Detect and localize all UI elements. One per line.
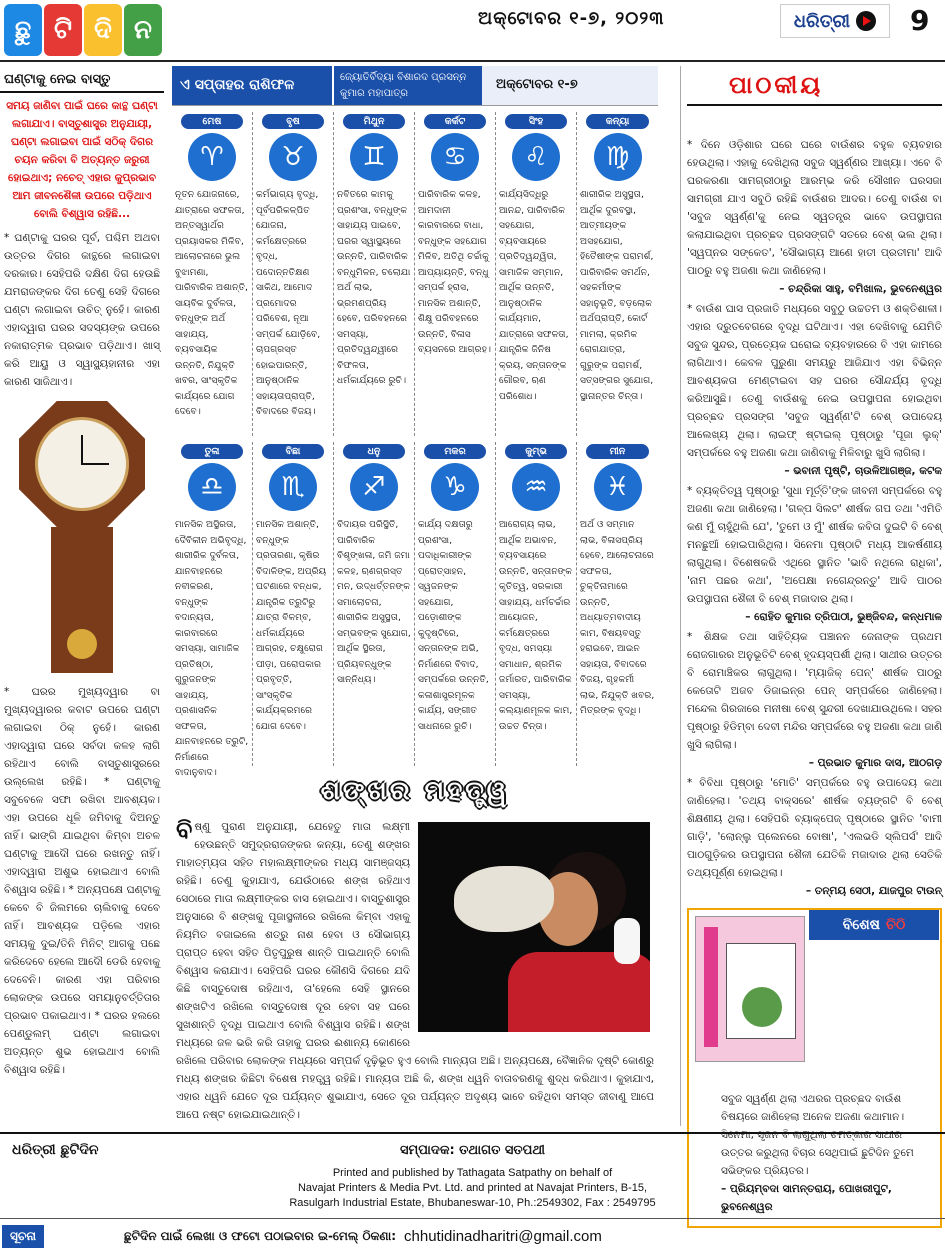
sign-taurus [253, 112, 334, 436]
sagittarius-icon: ♐ [350, 463, 398, 511]
pathakiya-column [680, 66, 942, 1213]
contact-label: ଛୁଟିଦିନ ପାଇଁ ଲେଖା ଓ ଫଟୋ ପଠାଇବାର ଇ-ମେଲ୍ ଠିକଣା: [124, 1229, 397, 1243]
sign-name: କୁମ୍ଭ [505, 444, 567, 459]
horoscope-title: ଏ ସପ୍ତାହର ରାଶିଫଳ [172, 66, 332, 105]
bamboo-plant-icon [742, 987, 782, 1027]
vastu-paragraph: * ଘଣ୍ଟାକୁ ଘରର ପୂର୍ବ, ପଶ୍ଚିମ ଅଥବା ଉତ୍ତର ଦିଗର କାନ୍ଥରେ ଲଗାଇବା ଦରକାର। ସେହିପରି ଦକ୍ଷିଣ ଦିଗ ହେଉଛି ଯମରାଜଙ୍କର ଦିଗ ତେଣୁ ସେହି ଦିଗରେ ଘଣ୍ଟା ଲଗାଇବା ଉଚିତ୍ ନୁହେଁ। କାରଣ ଏହାଦ୍ୱାରା ଘରର ସଦସ୍ୟଙ୍କ ଉପରେ ନକାରାତ୍ମକ ପ୍ରଭାବ ପଡ଼ିଥାଏ। ଖାସ୍ କରି ଆୟୁ ଓ ସ୍ୱାସ୍ଥ୍ୟହାନୀର ଏହା କାରଣ ସାଜିଥାଏ। [4, 232, 160, 388]
magazine-cover-thumbnail [695, 916, 805, 1062]
sign-aries [172, 112, 253, 436]
sign-pisces [577, 442, 658, 766]
conch-blowing-photo [418, 822, 650, 1032]
cover-strip [704, 927, 718, 1047]
sign-name: ବିଛା [262, 444, 324, 459]
aquarius-icon: ♒ [512, 463, 560, 511]
clock-hand [81, 463, 109, 465]
vastu-title: ଘଣ୍ଟାକୁ ନେଇ ବାସ୍ତୁ [0, 66, 164, 93]
sign-scorpio [253, 442, 334, 766]
page-number: 9 [910, 4, 930, 37]
clock-hand [81, 435, 83, 465]
shankha-title: ଶଙ୍ଖର ମହତ୍ତ୍ୱ [320, 775, 510, 806]
sign-name: କନ୍ୟା [586, 114, 649, 129]
shankha-body [172, 816, 658, 1126]
contact-email-link[interactable]: chhutidinadharitri@gmail.com [404, 1228, 602, 1245]
drop-cap: ବି [176, 816, 193, 844]
special-label: ବିଶେଷ [842, 917, 880, 933]
issue-date: ଅକ୍ଟୋବର ୧-୭, ୨୦୨୩ [478, 8, 665, 29]
wall-clock-image [15, 401, 149, 673]
special-signature: – ପ୍ରିୟମ୍ବଦା ସାମନ୍ତରାୟ, ପୋଖରୀପୁଟ, ଭୁବନେଶ୍ୱର [721, 1183, 892, 1213]
special-header [809, 910, 939, 940]
imprint-line: Rasulgarh Industrial Estate, Bhubaneswar-10, Ph.:2549302, Fax : 2549795 [289, 1197, 656, 1209]
sign-text: ଅର୍ଥ ଓ ସମ୍ମାନ ଲାଭ, ବିଳାସପ୍ରିୟ ହେବେ, ଆଲୋଚନାରେ ସଫଳତା, ଚୁକ୍ତିନାମାରେ ଉନ୍ନତି, ଅଧ୍ୟାତ୍ମବାଦୀୟ କାମ, ବିଷୟବସ୍ତୁ ହରାଇବେ, ଆଇନ ସହାୟତା, ବିବାଦରେ ବିଜୟ, ଗୃହକର୍ମୀ ଲାଭ, ନିଯୁକ୍ତି ଖବର, ମିତ୍ରଙ୍କ ବୃଦ୍ଧି। [580, 519, 655, 716]
letter-text: * ଦିନେ ଓଡ଼ିଶାର ଘରେ ଘରେ ବାଉଁଶର ବହୁଳ ବ୍ୟବହାର ହେଉଥିଲା। ଏହାକୁ ଦେଖିଥିଲା ସବୁଜ ସ୍ୱର୍ଣ୍ଣର ଆଖ୍ୟା। ଏବେ ବି ଘରକରଣା ସାମଗ୍ରୀଠାରୁ ଆରମ୍ଭ କରି ସୌଖୀନ ଘରସଜା ସାମଗ୍ରୀ ଯାଏ ସବୁଠି ରହିଛି ବାଉଁଶର ଆଦର। ତେଣୁ ବାଉଁଶ ବା 'ସବୁଜ ସ୍ୱର୍ଣ୍ଣ'କୁ ନେଇ ସ୍ୱତନ୍ତ୍ର ଭାବେ ଉପସ୍ଥାପନା କଲାଯାଇଥିବା ପ୍ରଚ୍ଛଦ ପ୍ରସଙ୍ଗଟି ସତରେ ବେଶ୍ ଭଲ ଥିଲା। 'ସ୍ୱପ୍ନର ସଙ୍କେତ', 'ସୌଭାଗ୍ୟ ଆଣେ ହାତୀ ପ୍ରତୀମା' ଆଦି ପାଠରୁ ବହୁ ଅଜଣା କଥା ଜାଣିହେଲା। [687, 139, 942, 277]
sign-text: ମାନସିକ ଅସ୍ଥିରତା, ଦୈବିକୀନ ଅଭିବୃଦ୍ଧି, ଶାରୀରିକ ଦୁର୍ବଳତା, ଯାନବାହନରେ ନବୀକରଣ, ବନ୍ଧୁଙ୍କ ବଦାନ୍ୟତା, କାରବାରରେ ସମସ୍ୟା, ସାମାଜିକ ପ୍ରତିଷ୍ଠା, ଗୁରୁଜନଙ୍କ ସାହାଯ୍ୟ, ପ୍ରଶାସନିକ ସଫଳତା, ଯାନବାହନରେ ତ୍ରୁଟି, ନିର୍ମାଣରେ ବାଦାନୁବାଦ। [175, 519, 249, 778]
scorpio-icon: ♏ [269, 463, 317, 511]
letter [687, 628, 942, 772]
letter-signature: – ଭବାନୀ ପୃଷ୍ଟି, ଚାଉଳିଆଗଞ୍ଜ, କଟକ [784, 465, 942, 477]
brand-tile: ଛୁ [4, 4, 42, 56]
header-divider [0, 60, 945, 62]
horoscope-date: ଅକ୍ଟୋବର ୧-୭ [482, 66, 658, 105]
cancer-icon: ♋ [431, 133, 479, 181]
masthead [0, 0, 945, 62]
gemini-icon: ♊ [350, 133, 398, 181]
letter-text: * ଶିକ୍ଷକ ତଥା ସାହିତ୍ୟିକ ପଞ୍ଚାନନ ଜେନାଙ୍କ ପ୍ରଥମ ରୋଜଗାରର ଅନୁଭୂତିଟି ବେଶ୍ ହୃଦୟସ୍ପର୍ଶୀ ଥିଲା। ସାଥୀର ଉତ୍ତର ବି ରୋମାଞ୍ଚିକର ଲାଗୁଥିଲା। 'ମ୍ୟାଜିକ୍ ପେନ୍' ଶୀର୍ଷକ ପାଠରୁ କେତୋଟି ଅଜବ ଡିଜାଇନ୍‌ର ପେନ୍ ସମ୍ପର୍କରେ ଜାଣିହେଲା। ମନ୍ଦେଲ ଗିରଜାରେ ମନୀଷା ବେଶ୍ ସୁନ୍ଦରୀ ଦେଖାଯାଉଥିଲେ। ସହର ପୃଷ୍ଠାରୁ ହିଡିମ୍ବା ଦେବୀ ମନ୍ଦିର ସମ୍ପର୍କରେ ବହୁ ଅଜଣା କଥା ଜାଣି ଖୁସି ଲାଗିଲା। [687, 631, 942, 751]
sign-sagittarius [334, 442, 415, 766]
sign-text: ପାରିବାରିକ କଳହ, ଆମଦାନୀ କାରବାରରେ ବାଧା, ବନ୍ଧୁଙ୍କ ସହଯୋଗ ମିଳିବ, ଅତିଥି ଚର୍ଚ୍ଚାକୁ ଆପ୍ୟାୟନ୍ତି, ବନ୍ଧୁ ସମ୍ପର୍କ ହ୍ରାସ, ମାନସିକ ଅଶାନ୍ତି, ଶିକ୍ଷୁ ପରିବହନରେ ଉନ୍ନତି, ବିଳାସ ବ୍ୟସନରେ ଆଗ୍ରହ। [418, 189, 492, 355]
leo-icon: ♌ [512, 133, 560, 181]
sign-name: ସିଂହ [505, 114, 567, 129]
horoscope-header [172, 66, 658, 106]
photo-sari [508, 952, 650, 1032]
sign-name: ଧନୁ [343, 444, 405, 459]
letter [687, 482, 942, 626]
horoscope-byline: ଜ୍ୟୋତିର୍ବିଦ୍ୟା ବିଶାରଦ ପ୍ରସନ୍ନ କୁମାର ମହାପାତ୍ର [332, 66, 482, 105]
sign-text: କାର୍ଯ୍ୟସିଦ୍ଧିରୁ ଆନନ୍ଦ, ପାରିବାରିକ ସହଯୋଗ, ବ୍ୟବସାୟରେ ପ୍ରତିଦ୍ୱନ୍ଦ୍ୱିତା, ସାମାଜିକ ସମ୍ମାନ, ଆର୍ଥିକ ଉନ୍ନତି, ଆନୁଷ୍ଠାନିକ କାର୍ଯ୍ୟମାନ, ଯାତ୍ରାରେ ସଫଳତା, ଯାନ୍ତ୍ରିକ ଜିନିଷ କ୍ରୟ, ସନ୍ତାନଙ୍କ ଗୌରବ, ଋଣ ପରିଶୋଧ। [499, 189, 569, 402]
sign-row [172, 112, 658, 436]
sign-row [172, 442, 658, 778]
sign-text: ବିଦାୟର ପରିସ୍ଥିତି, ପାରିବାରିକ ବିଶୃଙ୍ଖଳା, ଜମି ଜମା କଳହ, ଋଣଗ୍ରସ୍ତ ମନ, ଉଦ୍ଧର୍ତ୍ତନଙ୍କ ସମାଲୋଚନା, ଶାରୀରିକ ଅସୁସ୍ଥତା, ସମ୍ଭବଙ୍କ ସୁଯୋଗ, ଆର୍ଥିକ ସ୍ଥିରତା, ପ୍ରିୟବନ୍ଧୁଙ୍କ ସାନ୍ନିଧ୍ୟ। [337, 519, 411, 685]
brand-tile: ଟି [44, 4, 82, 56]
libra-icon: ♎ [188, 463, 236, 511]
letter-text: * ବ୍ୟକ୍ତିତ୍ୱ ପୃଷ୍ଠାରୁ 'ସୁଧା ମୂର୍ତ୍ତି'ଙ୍କ ଜୀବନୀ ସମ୍ପର୍କରେ ବହୁ ଅଜଣା କଥା ଜାଣିହେଲା। 'ଗଳ୍ପ ସିଲଟ' ଶୀର୍ଷକ ଗପ ତଥା 'ଏମିତି କଣ ମୁଁ ଚାହୁଁଥିଲି ଯେ', 'ତୁମେ ଓ ମୁଁ' ଶୀର୍ଷକ କବିତା ଦୁଇଟି ବି ବେଶ୍ ମନଛୁଆଁ ହୋଇପାରିଥିଲା। ସିନେମା ପୃଷ୍ଠାଟି ମଧ୍ୟ ଆକର୍ଷଣୀୟ ଲାଗୁଥିଲା। ବିଶେଷକରି ଏଥିରେ ସ୍ଥାନିତ 'ଭାବି ନଥିଲେ ରାଧିକା', 'ନାମ ପଛର କଥା', 'ଅପେକ୍ଷା ନଗେନ୍ଦ୍ରନ୍ତୁ' ଆଦି ପାଠର ଉପସ୍ଥାପନା ଶୈଳୀ ବି ବେଶ୍ ମଜାଦାର ଥିଲା। [687, 485, 942, 605]
sign-cancer [415, 112, 496, 436]
taurus-icon: ♉ [269, 133, 317, 181]
capricorn-icon: ♑ [431, 463, 479, 511]
photo-flower [614, 918, 640, 964]
special-tip: ଚିଠି [886, 917, 906, 933]
sign-name: ମେଷ [181, 114, 243, 129]
clock-pendulum-bob [67, 629, 97, 659]
footer [0, 1132, 945, 1258]
footer-top [0, 1132, 945, 1166]
sign-leo [496, 112, 577, 436]
sign-text: ନୂତନ ଯୋଜନାରେ, ଯାତ୍ରାରେ ସଫଳତା, ଅନ୍ତସ୍ୱାର୍ଥର ପ୍ରୟାସକର ମିଳିବ, ଆଲୋଚନାରେ ଭୁଲ ବୁଝାମଣା, ପାରିବାରିକ ଅଶାନ୍ତି, ସାୟବିକ ଦୁର୍ବଳତା, ବନ୍ଧୁଙ୍କ ଅର୍ଥ ସାହାଯ୍ୟ, ବ୍ୟବସାୟିକ ଉନ୍ନତି, ନିଯୁକ୍ତି ଖବର, ସାଂସ୍କୃତିକ କାର୍ଯ୍ୟରେ ଯୋଗ ଦେବେ। [175, 189, 248, 417]
conch-shell [454, 866, 554, 932]
paper-logo [780, 4, 890, 38]
sign-text: ମାନସିକ ଅଶାନ୍ତି, ବନ୍ଧୁଙ୍କ ପ୍ରତାରଣା, କୃଷିର ବିଦାଳିଙ୍କ, ଅପ୍ରିୟ ଘଟଣାରେ ବନ୍ଧକ, ଯାନ୍ତ୍ରିକ ତ୍ରୁଟିରୁ ଯାତ୍ରା ବିଳମ୍ବ, ଧର୍ମକାର୍ଯ୍ୟରେ ଆଗ୍ରହ, ଚକ୍ଷୁରୋଗ ପୀଡ଼ା, ପରୋପକାର ପ୍ରବୃତ୍ତି, ସାଂସ୍କୃତିକ କାର୍ଯ୍ୟକ୍ରମରେ ଯୋଗ ଦେବେ। [256, 519, 327, 732]
letter [687, 774, 942, 900]
vastu-paragraph: * ଘରର ମୁଖ୍ୟଦ୍ୱାର ବା ମୁଖ୍ୟଦ୍ୱାରର କବାଟ ଉପରେ ଘଣ୍ଟା ଲଗାଇବା ଠିକ୍ ନୁହେଁ। କାରଣ ଏହାଦ୍ୱାରା ଘରେ ସର୍ବଦା କଳହ ଲାଗି ରହିଥାଏ ବୋଲି ବାସ୍ତୁଶାସ୍ତ୍ରରେ ଉଲ୍ଲେଖ ରହିଛି। * ଘଣ୍ଟାକୁ ସବୁବେଳେ ସଫା ରଖିବା ଆବଶ୍ୟକ। ଏହା ଉପରେ ଧୂଳି ଜମିବାକୁ ଦିଅନ୍ତୁ ନାହିଁ। ଭାଙ୍ଗି ଯାଇଥିବା କିମ୍ବା ଅଚଳ ଘଣ୍ଟାକୁ ଆଦୌ ଘରେ ରଖନ୍ତୁ ନାହିଁ। ଏହାଦ୍ୱାରା ଅଶୁଭ ହୋଇଥାଏ ବୋଲି ବିଶ୍ୱାସ ରହିଛି। * ଅନ୍ୟପକ୍ଷେ ଘଣ୍ଟାକୁ କେବେ ବି ଜିଲମରେ ଚାଲିବାକୁ ଦେବେ ନାହିଁ। ଆବଶ୍ୟକ ପଡ଼ିଲେ ଏହାର ସମୟକୁ ଦୁଇ/ତିନି ମିନିଟ୍ ଆଗକୁ ପଛେ କରିଦେବେ ହେଲେ ଆଦୌ ଡେରି ହେବାକୁ ଦେବେନି। କାରଣ ଏହା ପରିବାର ଲୋକଙ୍କ ଉପରେ ସମୟାନୁବର୍ତ୍ତିତାର ପ୍ରଭାବ ପକାଇଥାଏ। * ଘରର ହଲରେ ପେଣ୍ଡୁଲମ୍ ଘଣ୍ଟା ଲଗାଇବା ଅତ୍ୟନ୍ତ ଶୁଭ ହୋଇଥାଏ ବୋଲି ବିଶ୍ୱାସ ରହିଛି। [4, 686, 160, 1076]
virgo-icon: ♍ [594, 133, 642, 181]
sign-aquarius [496, 442, 577, 766]
sign-name: ମକର [424, 444, 486, 459]
letter-signature: – ରୋହିତ କୁମାର ତ୍ରିପାଠୀ, ଭୁଞ୍ଜିବନ୍ଦ, କନ୍ଧମାଳ [745, 611, 942, 623]
letter [687, 136, 942, 298]
brand-tile: ଦି [84, 4, 122, 56]
sign-name: ମୀନ [586, 444, 649, 459]
sign-text: କର୍ମଭାଗ୍ୟ ବୃଦ୍ଧି, ପୂର୍ବପରିକଳ୍ପିତ ଯୋଜନା, କର୍ମକ୍ଷେତ୍ରରେ ବୃଦ୍ଧ, ପଦୋନ୍ନତିକ୍ଷଣ ସାକିଥ, ଆମୋଦ ପ୍ରମୋଦର ପରିବେଶ, ନୂଆ ସମ୍ପର୍କ ଯୋଡ଼ିବେ, ଚାପଗ୍ରସ୍ତ ହୋଇପାରନ୍ତି, ଆନୁଷ୍ଠାନିକ ସହାୟତାପ୍ରାପ୍ତି, ବିବାଦରେ ବିଜୟ। [256, 189, 321, 417]
imprint-line: Navajat Printers & Media Pvt. Ltd. and printed at Navajat Printers, B-15, [297, 1182, 648, 1194]
aries-icon: ♈ [188, 133, 236, 181]
letters-list [687, 106, 942, 900]
sign-name: ତୁଳା [181, 444, 243, 459]
shankha-article [172, 766, 658, 1126]
sign-name: ବୃଷ [262, 114, 324, 129]
letter [687, 300, 942, 480]
footer-editor: ସମ୍ପାଦକ: ତଥାଗତ ସତପଥୀ [400, 1142, 545, 1158]
letter-text: * ବାଉଁଶ ଘାସ ପ୍ରଜାତି ମଧ୍ୟରେ ସବୁଠୁ ଉଚ୍ଚତମ ଓ ଶକ୍ତିଶାଳୀ। ଏହାର ଦ୍ରୁତବେଗରେ ବୃଦ୍ଧି ଘଟିଥାଏ। ଏହା ଦେଖିବାକୁ ଯେମିତି ସବୁଜ ସୁନ୍ଦର, ପ୍ରତ୍ୟେକ ଘରୋଇ ବ୍ୟବହାରରେ ବି ଏହା କାମରେ ଲାଗିଥାଏ। କେବଳ ପୁରୁଣା ସମୟରୁ ଆଜିଯାଏ ଏହା ବିଭିନ୍ନ ଆବଶ୍ୟକତା ମେଣ୍ଟାଇବା ସହ ଘରର ସୌନ୍ଦର୍ଯ୍ୟ ବୃଦ୍ଧି କରିଆସୁଛି। ତେଣୁ ବାଉଁଶକୁ ନେଇ ଉପସ୍ଥାପନା ହୋଇଥିବା ପ୍ରଚ୍ଛଦ ପ୍ରସଙ୍ଗ 'ସବୁଜ ସ୍ୱର୍ଣ୍ଣ'ଟି ବେଶ୍ ଉପାଦେୟ ଆଲେଖ୍ୟ ଥିଲା। ଲାଇଫ୍ ଷ୍ଟାଇଲ୍ ପୃଷ୍ଠାରୁ 'ପୂଜା ଲୁକ୍' ସମ୍ପର୍କରେ ବହୁ ଅଜଣା କଥା ଜାଣିବାକୁ ମିଳିବାରୁ ଖୁସି ଲାଗିଲା। [687, 303, 942, 459]
special-poem: ସବୁଜ ସ୍ୱର୍ଣ୍ଣ ଥିଲା ଏଥରର ପ୍ରଚ୍ଛଦ ବାଉଁଶ ବିଷୟରେ ଜାଣିହେଲା ଅନେକ ଅଜଣା କଥାମାନ। ସିନେମା, ସୃଜନ ବି ଲାଗୁଥିଲା ଚମତ୍କାର ସାଥୀର ଉତ୍ତର କରୁଥିଲା ବିଚାର ସେଥିପାଇଁ ଛୁଟିଦିନ ତୁମେ ସଭିଙ୍କର ପ୍ରିୟତର। [721, 1093, 914, 1177]
vastu-column [0, 66, 164, 1126]
play-icon [856, 11, 876, 31]
sign-gemini [334, 112, 415, 436]
pathakiya-title: ପାଠକୀୟ [687, 66, 942, 106]
sign-text: କାର୍ଯ୍ୟ ଦକ୍ଷତାରୁ ପ୍ରଶଂସା, ପଦାଧିକାରୀଙ୍କ ପ୍ରୋତ୍ସାହନ, ସ୍ୱଜନଙ୍କ ସହଯୋଗ, ପଡ଼ୋଶୀଙ୍କ କୁଦୃଷ୍ଟିରେ, ସନ୍ତାନଙ୍କ ଅଭି, ନିର୍ମାଣରେ ବିବାଦ, ସମ୍ପର୍କରେ ଉନ୍ନତି, କଳାଶାସ୍ତ୍ରମୂଳକ କାର୍ଯ୍ୟ, ସଙ୍ଗୀତ ସାଧନାରେ ରୁଚି। [418, 519, 489, 732]
sign-libra [172, 442, 253, 778]
sign-capricorn [415, 442, 496, 766]
pisces-icon: ♓ [594, 463, 642, 511]
horoscope-section [172, 66, 658, 778]
sign-text: ଶାରୀରିକ ଅସୁସ୍ଥତା, ଆର୍ଥିକ ଦୁରବସ୍ଥା, ଆତ୍ମୀୟଙ୍କ ଅସହଯୋଗ, ହିତୈଷୀଙ୍କ ପରାମର୍ଶ, ପାରିବାରିକ ସମର୍ଥନ, ସହକର୍ମୀଙ୍କ ସହାନୁଭୂତି, ବଡ଼ଲୋକ ଅର୍ଥପ୍ରାପ୍ତି, କୋର୍ଟ ମାମଲା, କ୍ରମିକ ରୋଗଯାତ୍ରା, ଗୁରୁଙ୍କ ପରାମର୍ଶ, ସତ୍‌ସଙ୍ଗର ସୁଯୋଗ, ସ୍ଥାନାନ୍ତର ଚିନ୍ତା। [580, 189, 654, 402]
imprint-line: Printed and published by Tathagata Satpathy on behalf of [332, 1167, 613, 1179]
letter-signature: – ଚନ୍ଦ୍ରିକା ସାହୁ, ବମିଖାଲ, ଭୁବନେଶ୍ୱର [779, 283, 942, 295]
sign-text: ଆରୋଗ୍ୟ ଲାଭ, ଆର୍ଥିକ ଅଭାବନ, ବ୍ୟବସାୟରେ ଉନ୍ନତି, ସନ୍ତାନଙ୍କ କୃତିତ୍ୱ, ସରକାରୀ ସାହାଯ୍ୟ, ଧର୍ମଚର୍ଚ୍ଚାର ଆୟୋଜନ, କର୍ମକ୍ଷେତ୍ରରେ ବୃଦ୍ଧ, ସମସ୍ୟା ସମାଧାନ, ଶ୍ରମିକ ଜର୍ମାରତ, ପାରିବାରିକ ସମସ୍ୟା, କଲ୍ୟାଣମୂଳକ କାମ, ଉଚ୍ଚତ ଚିନ୍ତା। [499, 519, 573, 732]
footer-brand: ଧରିତ୍ରୀ ଛୁଟିଦିନ [12, 1142, 99, 1158]
sign-virgo [577, 112, 658, 436]
brand-logo [4, 4, 162, 56]
shankha-paragraph: ଲୋକଙ୍କ ମଧ୍ୟରେ ସମ୍ପର୍କ ଦୃଢ଼ିଭୂତ ହୁଏ ବୋଲି ମାନ୍ୟତା ଅଛି। ଅନ୍ୟପକ୍ଷେ, ବୈଜ୍ଞାନିକ ଦୃଷ୍ଟି କୋଣରୁ ମଧ୍ୟ ଶଙ୍ଖର କିଛିଟା ବିଶେଷ ମହତ୍ତ୍ୱ ରହିଛି। ମାନ୍ୟତା ଅଛି କି, ଶଙ୍ଖ ଧ୍ୱନି ବାତାବରଣକୁ ଶୁଦ୍ଧ କରିଥାଏ। କୁହାଯାଏ, ଏହାର ଧ୍ୱନି ଯେତେ ଦୂର ପର୍ଯ୍ୟନ୍ତ ଶୁଭାଯାଏ, ସେତେ ଦୂର ପର୍ଯ୍ୟନ୍ତ ଅଦୃଶ୍ୟ ଭାବେ ରହିଥିବା ସମସ୍ତ ଜୀବାଣୁ ଆପେ ଆପେ ନଷ୍ଟ ହୋଇଯାଇଥାନ୍ତି। [176, 1055, 654, 1121]
brand-tile: ନ [124, 4, 162, 56]
notice-tag: ସୂଚନା [2, 1225, 44, 1248]
letter-signature: – ପ୍ରଭାତ କୁମାର ଦାସ, ଆଠଗଡ଼ [808, 757, 942, 769]
paper-name: ଧରିତ୍ରୀ [793, 10, 851, 32]
letter-signature: – ତନ୍ମୟ ସେଠୀ, ଯାଜପୁର ଟାଉନ୍ [805, 885, 942, 897]
letter-text: * ବିବିଧା ପୃଷ୍ଠାରୁ 'ମୋତି' ସମ୍ପର୍କରେ ବହୁ ଉପାଦେୟ କଥା ଜାଣିହେଲା। 'ତଥ୍ୟ ବାକ୍ସରେ' ଶୀର୍ଷକ ବ୍ୟଙ୍ଗଟି ବି ବେଶ୍ ଶିକ୍ଷଣୀୟ ଥିଲା। ସେହିପରି ବ୍ୟାକ୍‌ପେଜ୍ ପୃଷ୍ଠାରେ ସ୍ଥାନିତ 'ବାମୀ ଗାଡ଼ି', 'ଲୋନ୍ଲୁ ପ୍ଲେନରେ ବୋଷା', 'ଏଲଭଡି ସ୍ଲିପର୍ସ' ଆଦି ପାଠଗୁଡ଼ିକର ଉପସ୍ଥାପନା ଶୈଳୀ ଯେତିକି ମଜାଦାର ଥିଲା ସେତିକି ତଥ୍ୟପୂର୍ଣ୍ଣ ହୋଇଥିଲା। [687, 777, 942, 879]
sign-name: କର୍କଟ [424, 114, 486, 129]
shankha-paragraph: ଷ୍ଣୁ ପୁରାଣ ଅନୁଯାୟୀ, ଯେହେତୁ ମାତା ଲକ୍ଷ୍ମୀ ହେଉଛନ୍ତି ସମୁଦ୍ରରାଜଙ୍କର କନ୍ୟା, ତେଣୁ ଶଙ୍ଖର ମାହାତ୍ମ୍ୟତା ସହିତ ମହାଲକ୍ଷ୍ମୀଙ୍କର ମଧ୍ୟ ସାମଞ୍ଜସ୍ୟ ରହିଛି। ତେଣୁ କୁହାଯାଏ, ଯେଉଁଠାରେ ଶଙ୍ଖ ରହିଥାଏ ସେଠାରେ ମାତା ଲକ୍ଷ୍ମୀଙ୍କର ବାସ ହୋଇଥାଏ। ବାସ୍ତୁଶାସ୍ତ୍ର ଅନୁସାରେ ବି ଶଙ୍ଖକୁ ପୂଜାସ୍ଥଳୀରେ ରଖିଲେ କିମ୍ବା ଏହାକୁ ନିୟମିତ ବଜାଇଲେ ଶତ୍ରୁ ନାଶ ହେବା ଓ ସୌଭାଗ୍ୟ ପ୍ରାପ୍ତ ହେବା ସହିତ ପିତୃପୁରୁଷ ଶାନ୍ତି ପାଇଥାନ୍ତି ବୋଲି ବିଶ୍ୱାସ କରାଯାଏ। ସେହିପରି ଘରର କୌଣସି ଦିଗରେ ଯଦି କିଛି ବାସ୍ତୁଦୋଷ ରହିଥାଏ, ତା'ହେଲେ ସେହି ସ୍ଥାନରେ ଶଙ୍ଖଟିଏ ରଖିଲେ ବାସ୍ତୁଦୋଷ ଦୂର ହେବା ସହ ଘରେ ସୁଖଶାନ୍ତି ବୃଦ୍ଧି ପାଇଥାଏ ବୋଲି ବିଶ୍ୱାସ ରହିଛି। ଶଙ୍ଖ ମଧ୍ୟରେ ଜଳ ଭରି କରି ତାହାକୁ ଘରର ଈଶାନ୍ୟ କୋଣରେ ରଖିଲେ ପରିବାର [176, 821, 410, 1067]
vastu-intro: ସମୟ ଜାଣିବା ପାଇଁ ଘରେ କାନ୍ଥ ଘଣ୍ଟା ଲଗାଯାଏ। ବାସ୍ତୁଶାସ୍ତ୍ର ଅନୁଯାୟୀ, ଘଣ୍ଟା ଲଗାଇବା ପାଇଁ ସଠିକ୍ ଦିଗର ଚୟନ କରିବା ବି ଅତ୍ୟନ୍ତ ଜରୁରୀ ହୋଇଥାଏ; ନଚେତ୍ ଏହାର କୁପ୍ରଭାବ ଆମ ଜୀବନଶୈଳୀ ଉପରେ ପଡ଼ିଥାଏ ବୋଲି ବିଶ୍ୱାସ ରହିଛି... [6, 100, 158, 220]
sign-text: ନବିତରେ କାମକୁ ପ୍ରଶଂସା, ବନ୍ଧୁଙ୍କ ସାହାଯ୍ୟ ପାଇବେ, ଘରର ସ୍ୱାସ୍ଥ୍ୟରେ ଉନ୍ନତି, ପାରିବାରିକ ବନ୍ଧୁମିଳନ, ଚଲୋଯା ଅର୍ଥ ଲାଭ, ଭ୍ରମଣପ୍ରିୟ ହେବେ, ପରିବହନରେ ସମସ୍ୟା, ପ୍ରତିଦ୍ୱନ୍ଦ୍ୱୀରେ ବିଫଳତା, ଧର୍ମକାର୍ଯ୍ୟରେ ରୁଚି। [337, 189, 411, 386]
contact-bar [0, 1218, 945, 1254]
sign-name: ମିଥୁନ [343, 114, 405, 129]
